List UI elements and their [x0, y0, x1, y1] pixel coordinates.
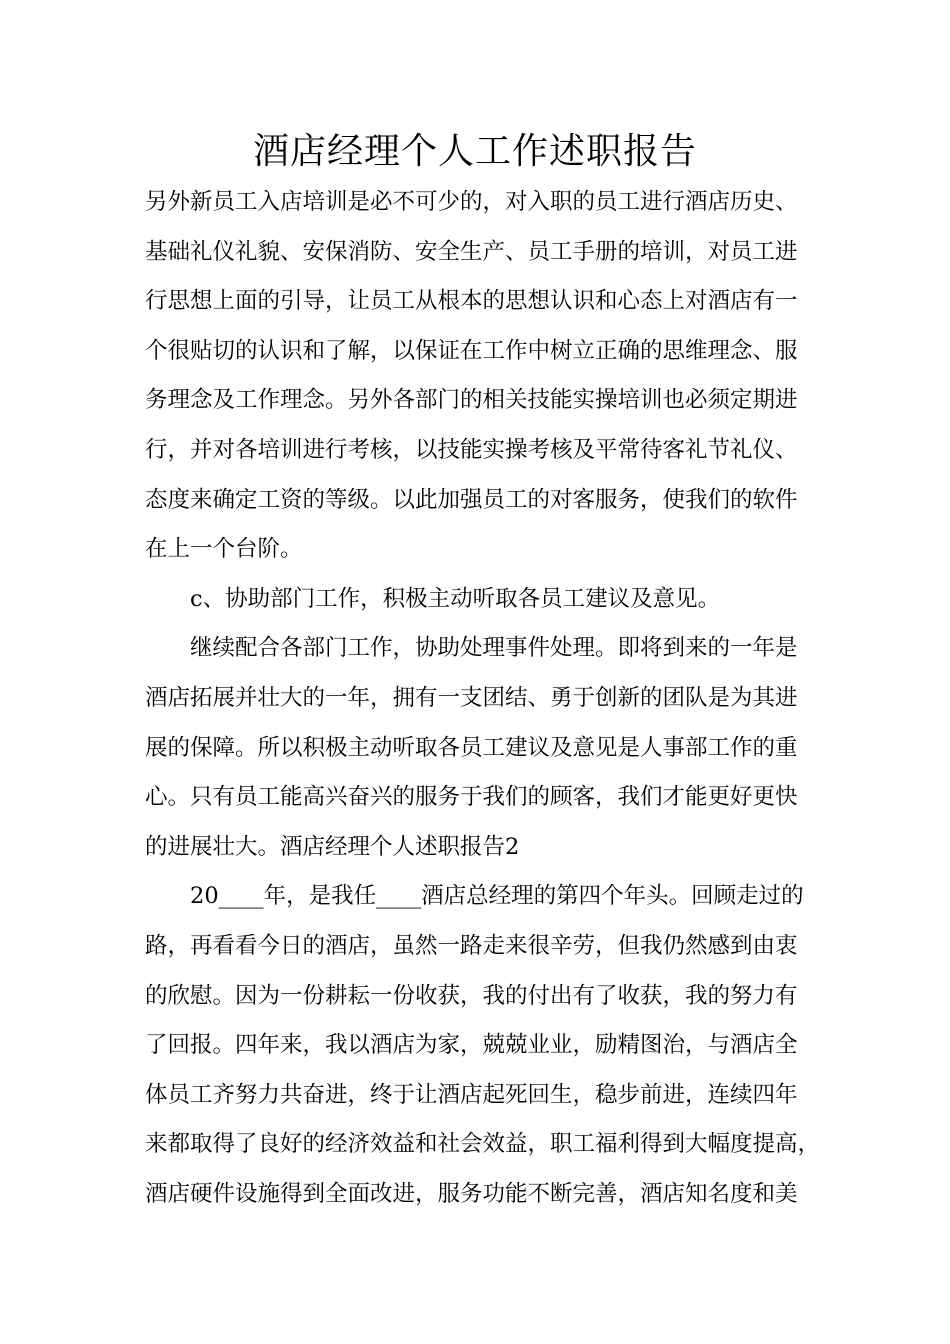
text-line: 继续配合各部门工作，协助处理事件处理。即将到来的一年是 — [190, 635, 798, 662]
text-line: 态度来确定工资的等级。以此加强员工的对客服务，使我们的软件 — [145, 486, 798, 513]
text-line: 心。只有员工能高兴奋兴的服务于我们的顾客，我们才能更好更快 — [145, 784, 798, 811]
text-line: 体员工齐努力共奋进，终于让酒店起死回生，稳步前进，连续四年 — [145, 1081, 798, 1108]
document-body — [145, 178, 825, 1219]
text-line: 路，再看看今日的酒店，虽然一路走来很辛劳，但我仍然感到由衷 — [145, 932, 798, 959]
text-line: 了回报。四年来，我以酒店为家，兢兢业业，励精图治，与酒店全 — [145, 1032, 798, 1059]
text-line: c、协助部门工作，积极主动听取各员工建议及意见。 — [190, 585, 721, 612]
document-title: 酒店经理个人工作述职报告 — [252, 131, 697, 172]
text-line: 在上一个台阶。 — [145, 536, 303, 563]
text-line: 酒店拓展并壮大的一年，拥有一支团结、勇于创新的团队是为其进 — [145, 684, 798, 711]
text-line: 的欣慰。因为一份耕耘一份收获，我的付出有了收获，我的努力有 — [145, 982, 798, 1009]
text-line: 来都取得了良好的经济效益和社会效益，职工福利得到大幅度提高， — [145, 1131, 821, 1158]
text-line: 的进展壮大。酒店经理个人述职报告2 — [145, 833, 520, 860]
text-line: 展的保障。所以积极主动听取各员工建议及意见是人事部工作的重 — [145, 734, 798, 761]
text-line: 基础礼仪礼貌、安保消防、安全生产、员工手册的培训，对员工进 — [145, 238, 798, 265]
text-line: 行思想上面的引导，让员工从根本的思想认识和心态上对酒店有一 — [145, 288, 798, 315]
text-line: 20____年，是我任____酒店总经理的第四个年头。回顾走过的 — [190, 883, 804, 910]
text-line: 行，并对各培训进行考核，以技能实操考核及平常待客礼节礼仪、 — [145, 436, 798, 463]
text-line: 个很贴切的认识和了解，以保证在工作中树立正确的思维理念、服 — [145, 337, 798, 364]
text-line: 另外新员工入店培训是必不可少的，对入职的员工进行酒店历史、 — [145, 189, 798, 215]
text-line: 酒店硬件设施得到全面改进，服务功能不断完善，酒店知名度和美 — [145, 1180, 798, 1207]
text-line: 务理念及工作理念。另外各部门的相关技能实操培训也必须定期进 — [145, 387, 798, 414]
